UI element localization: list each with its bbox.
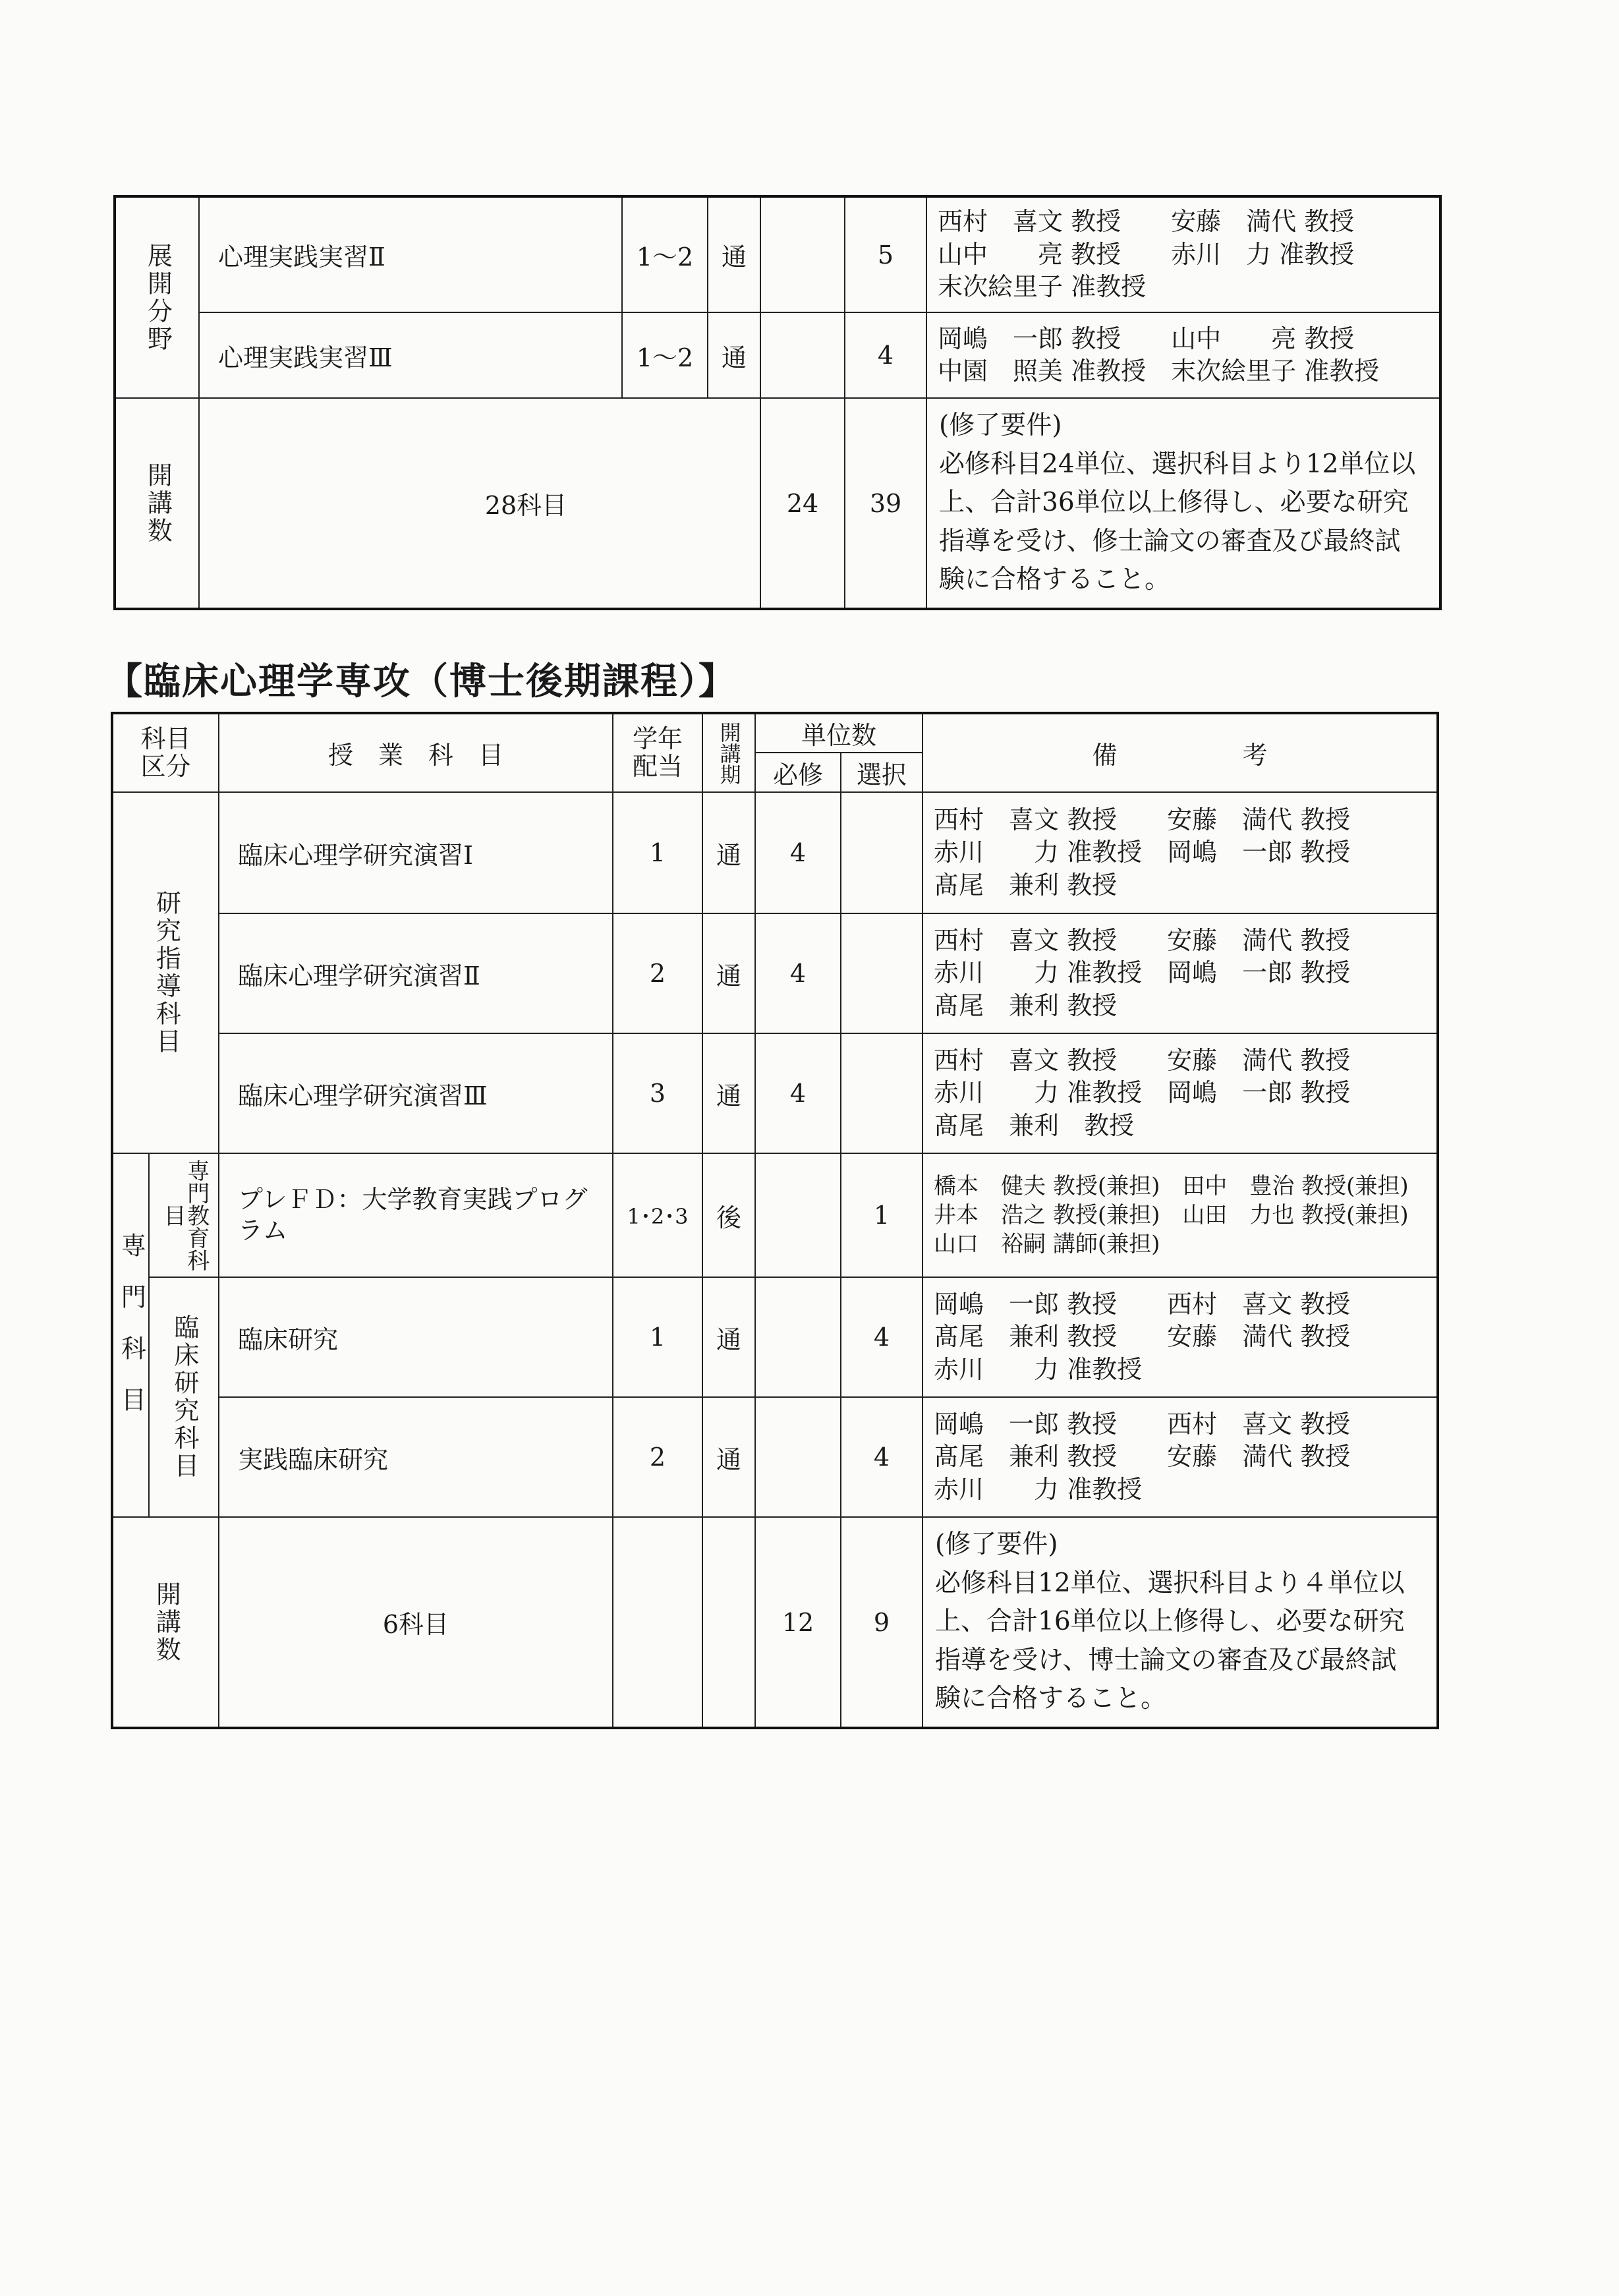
required-cell — [755, 1277, 841, 1397]
note-line: 上、合計16単位以上修得し、必要な研究 — [935, 1607, 1405, 1637]
year-cell: 1～2 — [622, 312, 708, 398]
total-row — [112, 1517, 1438, 1728]
term-cell: 通 — [708, 312, 760, 398]
remarks-line: 橋本 健夫 教授(兼担) 田中 豊治 教授(兼担) — [934, 1172, 1409, 1199]
remarks-line: 西村 喜文 教授 安藤 満代 教授 — [934, 805, 1351, 834]
term-cell: 通 — [708, 196, 760, 312]
required-cell — [760, 312, 845, 398]
elective-cell: 4 — [841, 1277, 923, 1397]
year-cell: 1 — [613, 1277, 702, 1397]
required-cell: 4 — [755, 1033, 841, 1153]
remarks-line: 西村 喜文 教授 安藤 満代 教授 — [938, 207, 1355, 237]
total-label-cell — [115, 398, 199, 609]
specialized-category-cell — [112, 1153, 149, 1517]
table-row — [112, 1277, 1438, 1397]
header-category: 科目区分 — [112, 713, 219, 792]
header-subject: 授 業 科 目 — [219, 713, 613, 792]
required-cell — [760, 196, 845, 312]
year-cell: 1 — [613, 792, 702, 913]
remarks-line: 山口 裕嗣 講師(兼担) — [934, 1231, 1160, 1258]
remarks-line: 岡嶋 一郎 教授 西村 喜文 教授 — [934, 1289, 1351, 1319]
term-cell: 通 — [702, 792, 755, 913]
year-cell: 1～2 — [622, 196, 708, 312]
required-cell — [755, 1153, 841, 1277]
remarks-line: 赤川 力 准教授 岡嶋 一郎 教授 — [934, 1078, 1351, 1108]
subject-cell: 実践臨床研究 — [219, 1397, 613, 1517]
remarks-line: 赤川 力 准教授 — [934, 1474, 1143, 1504]
empty-cell — [613, 1517, 702, 1728]
total-label: 開講数 — [152, 1580, 181, 1664]
term-cell: 通 — [702, 913, 755, 1033]
header-credits: 単位数 — [755, 713, 923, 753]
term-cell: 通 — [702, 1277, 755, 1397]
header-row — [112, 713, 1438, 753]
note-line: (修了要件) — [935, 1530, 1058, 1560]
total-row — [115, 398, 1440, 609]
remarks-cell — [926, 196, 1440, 312]
subject-cell: 心理実践実習Ⅱ — [199, 196, 622, 312]
remarks-cell — [926, 312, 1440, 398]
category-cell — [115, 196, 199, 398]
subject-cell: 臨床心理学研究演習Ⅲ — [219, 1033, 613, 1153]
table-row — [115, 312, 1440, 398]
required-cell — [755, 1397, 841, 1517]
header-year: 学年配当 — [613, 713, 702, 792]
table-row — [112, 913, 1438, 1033]
total-required: 12 — [755, 1517, 841, 1728]
edu-category-cell — [149, 1153, 219, 1277]
remarks-line: 岡嶋 一郎 教授 山中 亮 教授 — [938, 324, 1355, 353]
year-cell: 1･2･3 — [613, 1153, 702, 1277]
year-cell: 2 — [613, 913, 702, 1033]
header-elective: 選択 — [841, 753, 923, 792]
table-row — [115, 196, 1440, 312]
completion-requirements — [923, 1517, 1438, 1728]
completion-requirements — [926, 398, 1440, 609]
section-title: 【臨床心理学専攻（博士後期課程）】 — [105, 660, 737, 703]
remarks-cell — [923, 1277, 1438, 1397]
elective-cell: 4 — [845, 312, 926, 398]
subject-cell: 臨床心理学研究演習Ⅰ — [219, 792, 613, 913]
edu-category-label: 専門教育科目 — [159, 1159, 210, 1271]
header-required: 必修 — [755, 753, 841, 792]
elective-cell — [841, 1033, 923, 1153]
note-line: 必修科目12単位、選択科目より４単位以 — [935, 1568, 1405, 1598]
remarks-line: 井本 浩之 教授(兼担) 山田 力也 教授(兼担) — [934, 1201, 1409, 1228]
table-row — [112, 1397, 1438, 1517]
clinical-category-label: 臨床研究科目 — [169, 1314, 199, 1480]
total-label: 開講数 — [143, 461, 173, 545]
remarks-cell — [923, 1033, 1438, 1153]
note-line: 上、合計36単位以上修得し、必要な研究 — [939, 488, 1409, 518]
header-term: 開講期 — [702, 713, 755, 792]
remarks-line: 髙尾 兼利 教授 安藤 満代 教授 — [934, 1442, 1351, 1472]
remarks-cell — [923, 913, 1438, 1033]
remarks-line: 赤川 力 准教授 岡嶋 一郎 教授 — [934, 958, 1351, 988]
clinical-category-cell — [149, 1277, 219, 1517]
remarks-line: 岡嶋 一郎 教授 西村 喜文 教授 — [934, 1409, 1351, 1439]
term-cell: 後 — [702, 1153, 755, 1277]
remarks-cell — [923, 1153, 1438, 1277]
year-cell: 2 — [613, 1397, 702, 1517]
term-cell: 通 — [702, 1033, 755, 1153]
elective-cell: 4 — [841, 1397, 923, 1517]
table-row — [112, 1033, 1438, 1153]
total-count: 6科目 — [219, 1517, 613, 1728]
empty-cell — [702, 1517, 755, 1728]
remarks-line: 髙尾 兼利 教授 — [934, 990, 1118, 1020]
total-elective: 39 — [845, 398, 926, 609]
remarks-line: 赤川 力 准教授 — [934, 1354, 1143, 1384]
remarks-line: 山中 亮 教授 赤川 力 准教授 — [938, 239, 1355, 269]
subject-cell: 臨床心理学研究演習Ⅱ — [219, 913, 613, 1033]
table-row — [112, 1153, 1438, 1277]
category-label: 展開分野 — [143, 242, 173, 353]
research-category-cell — [112, 792, 219, 1153]
term-cell: 通 — [702, 1397, 755, 1517]
elective-cell: 1 — [841, 1153, 923, 1277]
required-cell: 4 — [755, 913, 841, 1033]
total-label-cell — [112, 1517, 219, 1728]
remarks-line: 中園 照美 准教授 末次絵里子 准教授 — [938, 357, 1380, 386]
note-line: 指導を受け、修士論文の審査及び最終試 — [939, 526, 1401, 556]
research-category-label: 研究指導科目 — [152, 890, 181, 1056]
year-cell: 3 — [613, 1033, 702, 1153]
remarks-line: 末次絵里子 准教授 — [938, 272, 1147, 302]
remarks-line: 西村 喜文 教授 安藤 満代 教授 — [934, 925, 1351, 955]
note-line: 験に合格すること。 — [935, 1684, 1167, 1714]
curriculum-table-doctoral — [111, 712, 1439, 1729]
remarks-line: 髙尾 兼利 教授 安藤 満代 教授 — [934, 1322, 1351, 1352]
remarks-line: 赤川 力 准教授 岡嶋 一郎 教授 — [934, 838, 1351, 867]
header-remarks: 備 考 — [923, 713, 1438, 792]
total-required: 24 — [760, 398, 845, 609]
elective-cell — [841, 913, 923, 1033]
remarks-line: 髙尾 兼利 教授 — [934, 1110, 1135, 1140]
total-count: 28科目 — [199, 398, 760, 609]
table-row — [112, 792, 1438, 913]
curriculum-table-master — [113, 195, 1442, 610]
subject-cell: プレＦＤ：大学教育実践プログラム — [219, 1153, 613, 1277]
remarks-cell — [923, 1397, 1438, 1517]
elective-cell — [841, 792, 923, 913]
note-line: 指導を受け、博士論文の審査及び最終試 — [935, 1645, 1397, 1675]
subject-cell: 心理実践実習Ⅲ — [199, 312, 622, 398]
specialized-category-label: 専門科目 — [117, 1232, 146, 1438]
note-line: (修了要件) — [939, 411, 1062, 441]
required-cell: 4 — [755, 792, 841, 913]
note-line: 験に合格すること。 — [939, 565, 1171, 595]
elective-cell: 5 — [845, 196, 926, 312]
note-line: 必修科目24単位、選択科目より12単位以 — [939, 449, 1416, 479]
remarks-line: 西村 喜文 教授 安藤 満代 教授 — [934, 1045, 1351, 1075]
remarks-line: 髙尾 兼利 教授 — [934, 870, 1118, 900]
subject-cell: 臨床研究 — [219, 1277, 613, 1397]
total-elective: 9 — [841, 1517, 923, 1728]
remarks-cell — [923, 792, 1438, 913]
